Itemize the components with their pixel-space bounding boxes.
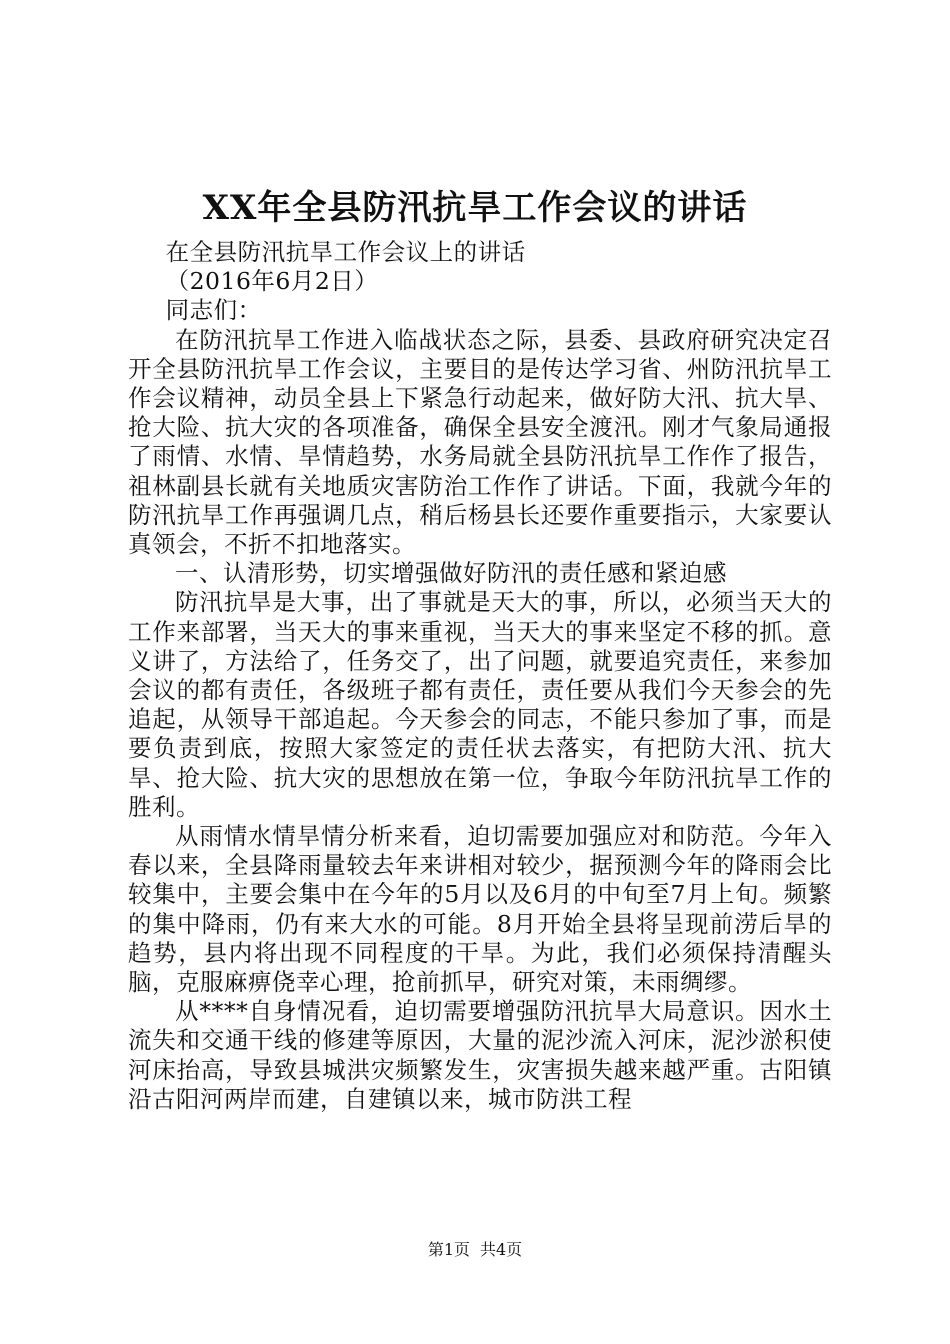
page-total: 共4页 <box>480 1240 523 1259</box>
page-number: 第1页 <box>427 1240 470 1259</box>
section-heading-1: 一、认清形势，切实增强做好防汛的责任感和紧迫感 <box>175 559 727 588</box>
page-footer <box>0 1238 950 1262</box>
paragraph-weather-analysis: 从雨情水情旱情分析来看，迫切需要加强应对和防范。今年入春以来，全县降雨量较去年来讲相对较少，据预测今年的降雨会比较集中，主要会集中在今年的5月以及6月的中旬至7月上旬。频繁的集中降雨，仍有来大水的可能。8月开始全县将呈现前涝后旱的趋势，县内将出现不同程度的干旱。为此，我们必须保持清醒头脑，克服麻痹侥幸心理，抢前抓早，研究对策，未雨绸缪。 <box>128 822 832 997</box>
paragraph-local-situation: 从****自身情况看，迫切需要增强防汛抗旱大局意识。因水土流失和交通干线的修建等原因，大量的泥沙流入河床，泥沙淤积使河床抬高，导致县城洪灾频繁发生，灾害损失越来越严重。古阳镇沿古阳河两岸而建，自建镇以来，城市防洪工程 <box>128 997 832 1113</box>
paragraph-intro: 在防汛抗旱工作进入临战状态之际，县委、县政府研究决定召开全县防汛抗旱工作会议，主要目的是传达学习省、州防汛抗旱工作会议精神，动员全县上下紧急行动起来，做好防大汛、抗大旱、抢大险、抗大灾的各项准备，确保全县安全渡汛。刚才气象局通报了雨情、水情、旱情趋势，水务局就全县防汛抗旱工作作了报告，祖林副县长就有关地质灾害防治工作作了讲话。下面，我就今年的防汛抗旱工作再强调几点，稍后杨县长还要作重要指示，大家要认真领会，不折不扣地落实。 <box>128 325 832 559</box>
salutation: 同志们： <box>165 296 262 325</box>
document-title: XX年全县防汛抗旱工作会议的讲话 <box>202 188 748 228</box>
speech-date: （2016年6月2日） <box>165 267 379 296</box>
document-body <box>128 238 832 1114</box>
speech-heading: 在全县防汛抗旱工作会议上的讲话 <box>165 238 526 266</box>
paragraph-responsibility: 防汛抗旱是大事，出了事就是天大的事，所以，必须当天大的工作来部署，当天大的事来重视，当天大的事来坚定不移的抓。意义讲了，方法给了，任务交了，出了问题，就要追究责任，来参加会议的都有责任，各级班子都有责任，责任要从我们今天参会的先追起，从领导干部追起。今天参会的同志，不能只参加了事，而是要负责到底，按照大家签定的责任状去落实，有把防大汛、抗大旱、抢大险、抗大灾的思想放在第一位，争取今年防汛抗旱工作的胜利。 <box>128 588 832 821</box>
